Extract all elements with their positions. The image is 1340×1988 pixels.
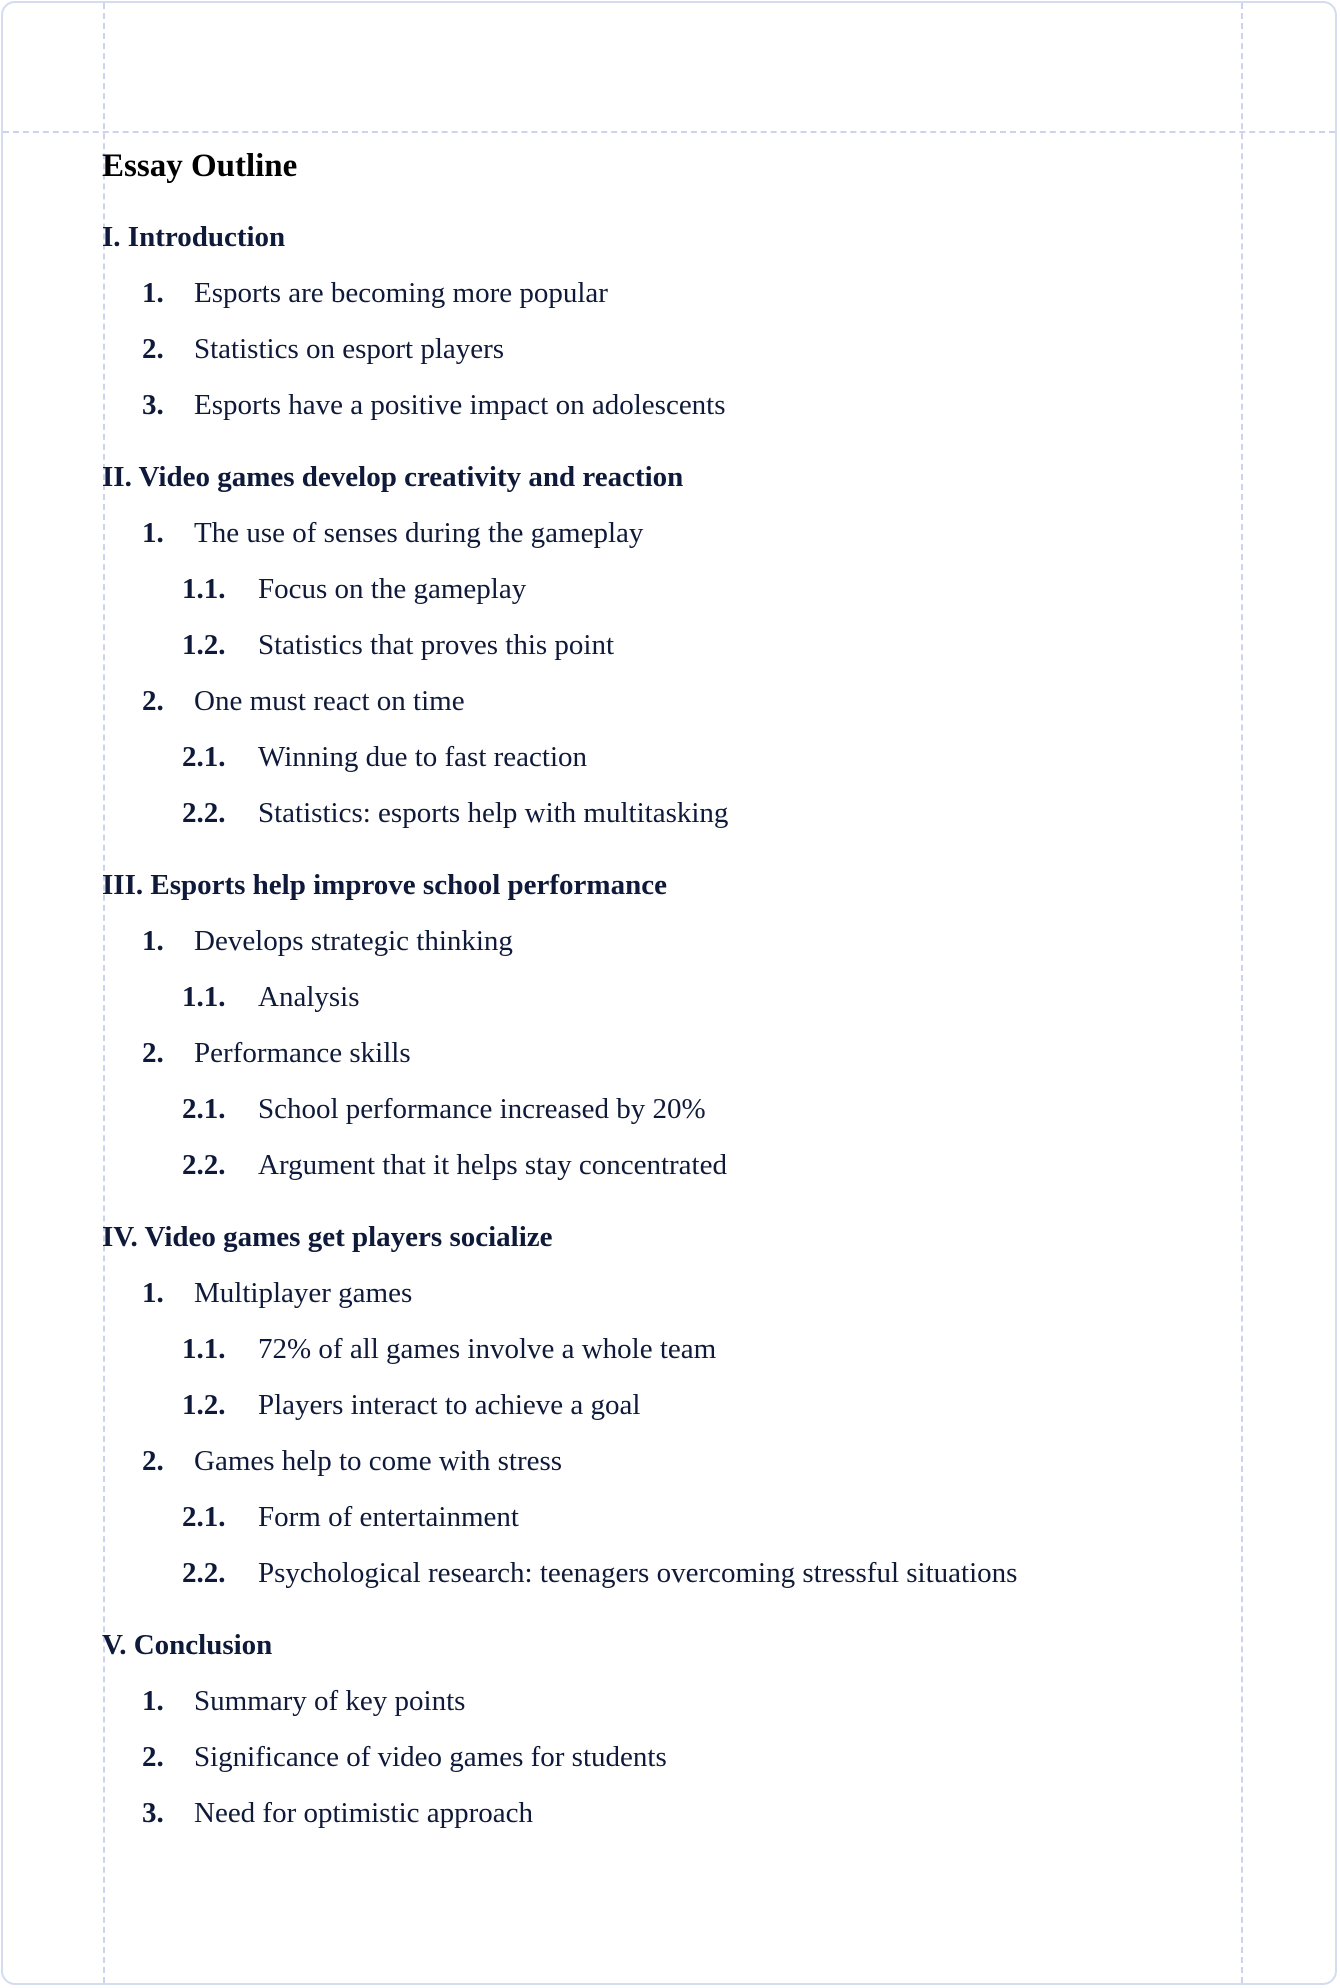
section-introduction: [102, 217, 1222, 425]
section-conclusion: [102, 1625, 1222, 1833]
subitem-number: 2.1.: [182, 1501, 226, 1533]
outline-subitem: [102, 1145, 1222, 1185]
outline-subitem: [102, 793, 1222, 833]
section-heading: II. Video games develop creativity and reaction: [102, 461, 684, 493]
item-number: 2.: [142, 1445, 164, 1477]
outline-item: [102, 921, 1222, 961]
item-number: 2.: [142, 685, 164, 717]
subitem-number: 1.2.: [182, 1389, 226, 1421]
item-text: Multiplayer games: [194, 1277, 413, 1309]
subitem-number: 1.1.: [182, 573, 226, 605]
item-number: 1.: [142, 1685, 164, 1717]
subitem-text: Winning due to fast reaction: [258, 741, 588, 773]
subitem-number: 2.1.: [182, 1093, 226, 1125]
subitem-text: Psychological research: teenagers overcoming stressful situations: [258, 1557, 1018, 1589]
outline-item: [102, 1737, 1222, 1777]
outline-item: [102, 1441, 1222, 1481]
item-number: 2.: [142, 333, 164, 365]
outline-subitem: [102, 737, 1222, 777]
outline-subitem: [102, 1089, 1222, 1129]
section-heading: III. Esports help improve school performance: [102, 869, 667, 901]
section-creativity-reaction: [102, 457, 1222, 833]
top-margin-guide: [3, 131, 1335, 133]
item-number: 2.: [142, 1741, 164, 1773]
item-text: The use of senses during the gameplay: [194, 517, 644, 549]
outline-item: [102, 1273, 1222, 1313]
item-number: 1.: [142, 925, 164, 957]
outline-item: [102, 513, 1222, 553]
right-margin-guide: [1241, 3, 1243, 1983]
outline-item: [102, 329, 1222, 369]
section-heading: IV. Video games get players socialize: [102, 1221, 553, 1253]
outline-subitem: [102, 1553, 1222, 1593]
subitem-number: 2.1.: [182, 741, 226, 773]
outline-item: [102, 1681, 1222, 1721]
item-text: Games help to come with stress: [194, 1445, 563, 1477]
item-text: Summary of key points: [194, 1685, 466, 1717]
outline-subitem: [102, 625, 1222, 665]
subitem-number: 2.2.: [182, 1557, 226, 1589]
outline-subitem: [102, 1329, 1222, 1369]
item-text: Significance of video games for students: [194, 1741, 667, 1773]
item-text: Esports have a positive impact on adolescents: [194, 389, 726, 421]
subitem-text: Statistics: esports help with multitasking: [258, 797, 729, 829]
subitem-number: 1.1.: [182, 1333, 226, 1365]
outline-item: [102, 681, 1222, 721]
item-text: One must react on time: [194, 685, 465, 717]
item-text: Develops strategic thinking: [194, 925, 513, 957]
item-text: Esports are becoming more popular: [194, 277, 608, 309]
outline-item: [102, 385, 1222, 425]
subitem-number: 2.2.: [182, 1149, 226, 1181]
subitem-number: 1.2.: [182, 629, 226, 661]
item-number: 3.: [142, 389, 164, 421]
document-body: [102, 142, 1222, 1865]
subitem-text: School performance increased by 20%: [258, 1093, 706, 1125]
outline-subitem: [102, 1385, 1222, 1425]
subitem-text: Form of entertainment: [258, 1501, 519, 1533]
subitem-text: 72% of all games involve a whole team: [258, 1333, 717, 1365]
item-number: 3.: [142, 1797, 164, 1829]
subitem-text: Analysis: [258, 981, 360, 1013]
item-number: 2.: [142, 1037, 164, 1069]
item-number: 1.: [142, 1277, 164, 1309]
outline-item: [102, 1793, 1222, 1833]
section-heading: I. Introduction: [102, 221, 286, 253]
subitem-number: 1.1.: [182, 981, 226, 1013]
section-socialize: [102, 1217, 1222, 1593]
subitem-text: Players interact to achieve a goal: [258, 1389, 641, 1421]
item-text: Statistics on esport players: [194, 333, 505, 365]
outline-item: [102, 1033, 1222, 1073]
section-heading: V. Conclusion: [102, 1629, 273, 1661]
subitem-text: Focus on the gameplay: [258, 573, 527, 605]
subitem-number: 2.2.: [182, 797, 226, 829]
subitem-text: Argument that it helps stay concentrated: [258, 1149, 727, 1181]
outline-item: [102, 273, 1222, 313]
outline-subitem: [102, 1497, 1222, 1537]
outline-subitem: [102, 569, 1222, 609]
section-school-performance: [102, 865, 1222, 1185]
subitem-text: Statistics that proves this point: [258, 629, 615, 661]
document-title: Essay Outline: [102, 148, 298, 184]
item-number: 1.: [142, 517, 164, 549]
outline-subitem: [102, 977, 1222, 1017]
item-number: 1.: [142, 277, 164, 309]
item-text: Need for optimistic approach: [194, 1797, 534, 1829]
item-text: Performance skills: [194, 1037, 411, 1069]
